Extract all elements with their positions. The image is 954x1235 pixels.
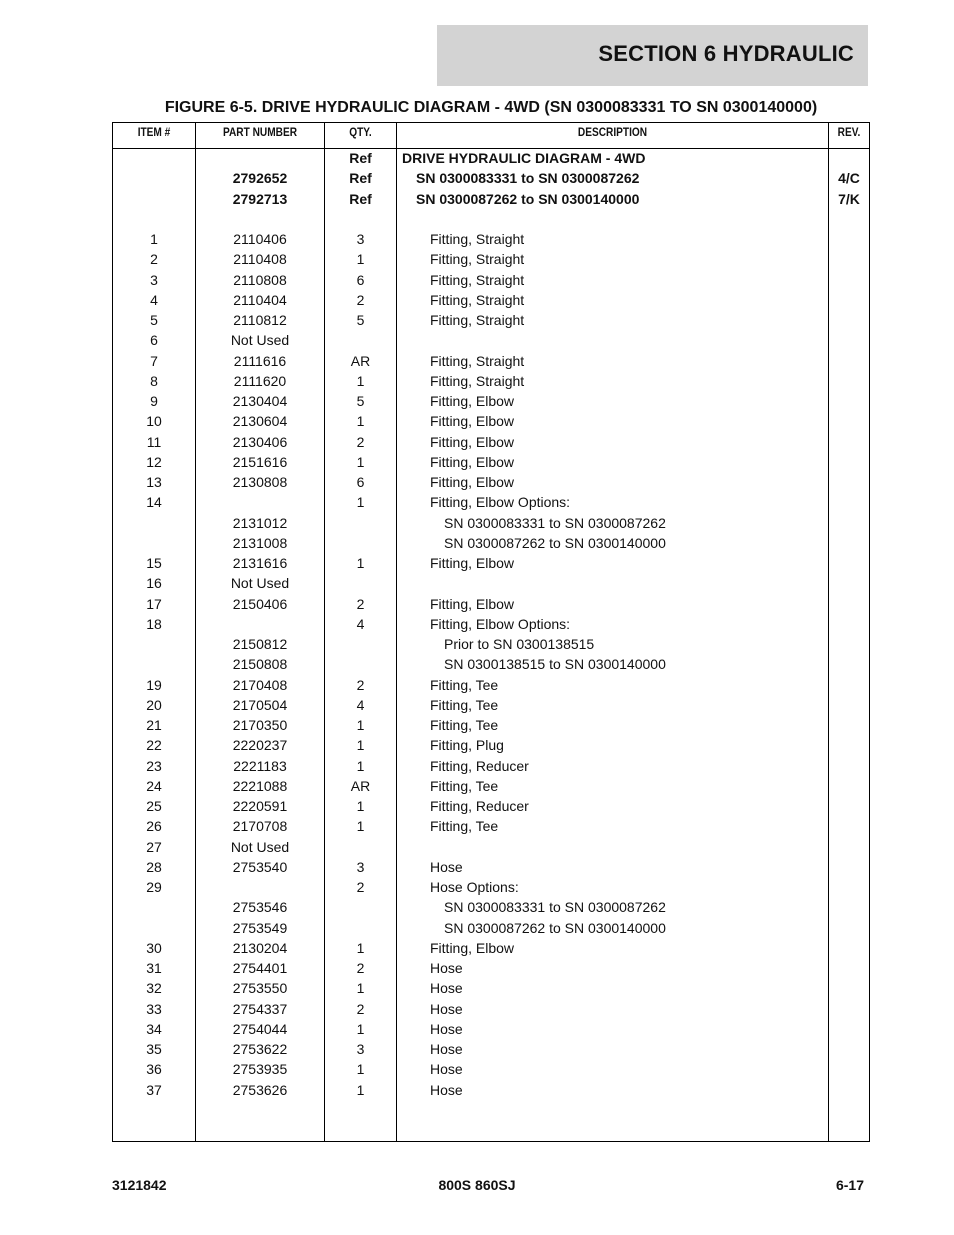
- table-row: [113, 596, 869, 616]
- table-row: [113, 697, 869, 717]
- cell-item: 35: [146, 1041, 162, 1057]
- table-row: [113, 960, 869, 980]
- cell-description: Fitting, Tee: [430, 818, 499, 835]
- cell-part-number: 2110408: [233, 251, 287, 268]
- cell-item: 20: [146, 696, 162, 713]
- cell-qty: 5: [356, 312, 365, 328]
- cell-description: Fitting, Straight: [430, 312, 525, 328]
- cell-description: SN 0300083331 to SN 0300087262: [416, 170, 640, 187]
- table-row: [113, 393, 869, 413]
- cell-rev: 4/C: [838, 170, 860, 187]
- cell-part-number: 2131008: [232, 534, 288, 551]
- cell-part-number: 2111620: [233, 372, 287, 389]
- table-row: [113, 1001, 869, 1021]
- cell-part-number: 2130604: [232, 413, 288, 430]
- header-rev: REV.: [837, 127, 861, 139]
- cell-qty: 2: [356, 960, 365, 976]
- cell-part-number: 2792652: [232, 170, 288, 187]
- cell-item: 34: [146, 1020, 162, 1037]
- cell-item: 27: [146, 838, 162, 855]
- table-row: [113, 920, 869, 940]
- table-row: [113, 474, 869, 494]
- table-row: [113, 434, 869, 454]
- cell-part-number: 2111616: [233, 352, 287, 369]
- cell-qty: 1: [356, 798, 365, 814]
- header-divider: [113, 148, 869, 149]
- cell-description: Hose: [430, 1020, 463, 1037]
- cell-part-number: 2130204: [232, 939, 288, 956]
- cell-part-number: 2753622: [232, 1041, 288, 1057]
- cell-item: 6: [150, 332, 158, 349]
- table-row: [113, 251, 869, 271]
- cell-qty: 1: [356, 980, 365, 997]
- cell-part-number: 2792713: [232, 190, 288, 207]
- table-row: [113, 191, 869, 211]
- cell-part-number: 2130808: [232, 474, 288, 490]
- cell-item: 18: [146, 615, 162, 632]
- table-row: [113, 1061, 869, 1081]
- footer-model: 800S 860SJ: [438, 1177, 516, 1193]
- table-row: [113, 616, 869, 636]
- cell-description: Fitting, Plug: [430, 737, 504, 754]
- cell-description: Hose: [430, 1061, 463, 1078]
- cell-description: SN 0300087262 to SN 0300140000: [416, 190, 640, 207]
- cell-item: 8: [150, 372, 158, 389]
- cell-qty: 3: [356, 1041, 365, 1057]
- cell-item: 16: [146, 575, 162, 592]
- cell-qty: Ref: [349, 150, 372, 166]
- cell-qty: 1: [356, 1081, 365, 1098]
- table-row: [113, 717, 869, 737]
- table-row: [113, 899, 869, 919]
- cell-part-number: 2220237: [232, 737, 288, 754]
- cell-qty: 1: [356, 757, 365, 774]
- table-row: [113, 555, 869, 575]
- table-row: [113, 413, 869, 433]
- cell-part-number: 2131616: [232, 555, 288, 571]
- cell-description: Prior to SN 0300138515: [444, 636, 595, 652]
- cell-qty: 2: [356, 879, 365, 895]
- cell-qty: 1: [356, 1020, 365, 1037]
- cell-description: Fitting, Elbow: [430, 939, 515, 956]
- cell-part-number: 2130404: [232, 393, 288, 409]
- cell-part-number: 2150808: [232, 656, 288, 673]
- table-row: [113, 211, 869, 231]
- cell-description: Fitting, Straight: [430, 291, 525, 308]
- cell-qty: 2: [356, 676, 365, 693]
- cell-part-number: 2221088: [232, 777, 288, 794]
- table-row: [113, 940, 869, 960]
- cell-item: 25: [146, 798, 162, 814]
- cell-qty: 1: [356, 818, 365, 835]
- cell-part-number: 2170408: [232, 676, 288, 693]
- cell-description: Fitting, Elbow: [430, 453, 515, 470]
- cell-part-number: 2130406: [232, 433, 288, 450]
- cell-qty: 6: [356, 474, 365, 490]
- cell-description: Hose: [430, 980, 463, 997]
- cell-description: Fitting, Elbow: [430, 474, 515, 490]
- section-header-box: [437, 25, 868, 86]
- cell-description: DRIVE HYDRAULIC DIAGRAM - 4WD: [402, 150, 646, 166]
- cell-qty: 1: [356, 251, 365, 268]
- cell-item: 29: [146, 879, 162, 895]
- cell-item: 13: [146, 474, 162, 490]
- cell-item: 26: [146, 818, 162, 835]
- section-title: SECTION 6 HYDRAULIC: [598, 41, 854, 66]
- table-row: [113, 575, 869, 595]
- table-row: [113, 515, 869, 535]
- cell-part-number: 2753550: [232, 980, 288, 997]
- cell-part-number: 2754337: [232, 1000, 288, 1017]
- header-part-number: PART NUMBER: [222, 127, 298, 139]
- cell-item: 11: [146, 433, 162, 450]
- table-row: [113, 798, 869, 818]
- header-item: ITEM #: [137, 127, 171, 139]
- cell-item: 3: [150, 271, 158, 288]
- cell-part-number: 2150812: [232, 636, 288, 652]
- footer-document-number: 3121842: [112, 1177, 167, 1193]
- table-row: [113, 454, 869, 474]
- cell-item: 15: [146, 555, 162, 571]
- cell-item: 10: [146, 413, 162, 430]
- table-row: [113, 373, 869, 393]
- cell-qty: 2: [356, 291, 365, 308]
- cell-description: SN 0300138515 to SN 0300140000: [444, 656, 666, 673]
- cell-qty: 5: [356, 393, 365, 409]
- cell-description: Fitting, Straight: [430, 352, 525, 369]
- table-row: [113, 818, 869, 838]
- cell-part-number: Not Used: [230, 838, 290, 855]
- cell-part-number: 2221183: [233, 757, 287, 774]
- cell-item: 28: [146, 858, 162, 875]
- cell-description: SN 0300083331 to SN 0300087262: [444, 899, 666, 916]
- cell-description: Fitting, Reducer: [430, 798, 529, 814]
- cell-part-number: 2754044: [232, 1020, 288, 1037]
- cell-part-number: 2110808: [233, 271, 287, 288]
- cell-description: Fitting, Reducer: [430, 757, 529, 774]
- cell-item: 23: [146, 757, 162, 774]
- cell-qty: 2: [356, 1000, 365, 1017]
- cell-part-number: 2220591: [232, 798, 288, 814]
- table-row: [113, 332, 869, 352]
- cell-qty: 2: [356, 433, 365, 450]
- figure-title: FIGURE 6-5. DRIVE HYDRAULIC DIAGRAM - 4WD (SN 0300083331 TO SN 0300140000): [164, 99, 818, 116]
- cell-part-number: 2754401: [232, 960, 288, 976]
- cell-description: Fitting, Elbow: [430, 433, 515, 450]
- cell-item: 32: [146, 980, 162, 997]
- cell-description: Fitting, Elbow Options:: [430, 494, 571, 511]
- cell-description: Fitting, Straight: [430, 372, 525, 389]
- cell-part-number: 2170708: [232, 818, 288, 835]
- cell-item: 4: [150, 291, 158, 308]
- cell-rev: 7/K: [838, 190, 860, 207]
- cell-item: 17: [146, 595, 162, 612]
- table-row: [113, 980, 869, 1000]
- cell-item: 7: [150, 352, 158, 369]
- cell-qty: 4: [356, 615, 365, 632]
- cell-part-number: 2170504: [232, 696, 288, 713]
- cell-part-number: 2150406: [232, 595, 288, 612]
- cell-part-number: 2110406: [233, 231, 287, 247]
- cell-description: Hose: [430, 858, 463, 875]
- cell-part-number: Not Used: [230, 332, 290, 349]
- cell-description: Fitting, Straight: [430, 251, 525, 268]
- cell-description: Fitting, Straight: [430, 231, 525, 247]
- cell-part-number: 2753549: [232, 919, 288, 936]
- parts-table: [112, 122, 870, 1142]
- cell-description: Hose: [430, 960, 463, 976]
- table-row: [113, 494, 869, 514]
- cell-item: 2: [150, 251, 158, 268]
- cell-description: SN 0300087262 to SN 0300140000: [444, 534, 666, 551]
- cell-part-number: 2110812: [233, 312, 287, 328]
- cell-item: 36: [146, 1061, 162, 1078]
- cell-qty: 1: [356, 555, 365, 571]
- cell-description: Fitting, Elbow: [430, 595, 515, 612]
- cell-qty: 1: [356, 453, 365, 470]
- cell-description: Fitting, Tee: [430, 777, 499, 794]
- cell-part-number: 2753540: [232, 858, 288, 875]
- cell-qty: Ref: [349, 190, 372, 207]
- cell-qty: AR: [350, 777, 371, 794]
- cell-qty: 6: [356, 271, 365, 288]
- cell-part-number: Not Used: [230, 575, 290, 592]
- cell-part-number: 2753546: [232, 899, 288, 916]
- cell-part-number: 2131012: [232, 514, 288, 531]
- cell-item: 22: [146, 737, 162, 754]
- cell-part-number: 2110404: [233, 291, 287, 308]
- cell-item: 9: [150, 393, 158, 409]
- cell-description: Fitting, Tee: [430, 717, 499, 733]
- table-row: [113, 737, 869, 757]
- cell-item: 24: [146, 777, 162, 794]
- table-row: [113, 1082, 869, 1102]
- cell-qty: 1: [356, 939, 365, 956]
- cell-qty: 1: [356, 372, 365, 389]
- cell-qty: 1: [356, 494, 365, 511]
- cell-item: 30: [146, 939, 162, 956]
- header-qty: QTY.: [349, 127, 372, 139]
- table-row: [113, 170, 869, 190]
- cell-item: 31: [146, 960, 162, 976]
- table-row: [113, 839, 869, 859]
- cell-description: SN 0300083331 to SN 0300087262: [444, 514, 666, 531]
- table-row: [113, 312, 869, 332]
- cell-description: Fitting, Elbow: [430, 413, 515, 430]
- cell-description: Fitting, Tee: [430, 696, 499, 713]
- table-row: [113, 231, 869, 251]
- cell-item: 12: [146, 453, 162, 470]
- cell-description: Fitting, Straight: [430, 271, 525, 288]
- cell-description: Hose: [430, 1081, 463, 1098]
- footer-page-number: 6-17: [835, 1177, 864, 1193]
- cell-qty: 1: [356, 1061, 365, 1078]
- cell-description: Hose: [430, 1041, 463, 1057]
- cell-part-number: 2753626: [232, 1081, 288, 1098]
- cell-qty: AR: [350, 352, 371, 369]
- table-row: [113, 758, 869, 778]
- table-row: [113, 272, 869, 292]
- table-row: [113, 1041, 869, 1061]
- table-row: [113, 535, 869, 555]
- cell-part-number: 2753935: [232, 1061, 288, 1078]
- cell-description: SN 0300087262 to SN 0300140000: [444, 919, 666, 936]
- cell-item: 14: [146, 494, 162, 511]
- table-row: [113, 778, 869, 798]
- cell-part-number: 2151616: [232, 453, 288, 470]
- cell-description: Fitting, Tee: [430, 676, 499, 693]
- cell-item: 1: [150, 231, 158, 247]
- cell-qty: 3: [356, 858, 365, 875]
- cell-part-number: 2170350: [232, 717, 288, 733]
- table-row: [113, 879, 869, 899]
- cell-description: Fitting, Elbow Options:: [430, 615, 571, 632]
- table-row: [113, 677, 869, 697]
- cell-item: 37: [146, 1081, 162, 1098]
- table-row: [113, 150, 869, 170]
- table-row: [113, 636, 869, 656]
- header-description: DESCRIPTION: [577, 127, 648, 139]
- table-row: [113, 353, 869, 373]
- cell-qty: 3: [356, 231, 365, 247]
- cell-description: Fitting, Elbow: [430, 555, 515, 571]
- cell-item: 21: [146, 717, 162, 733]
- table-row: [113, 656, 869, 676]
- cell-qty: 4: [356, 696, 365, 713]
- cell-qty: 1: [356, 737, 365, 754]
- cell-description: Hose: [430, 1000, 463, 1017]
- cell-item: 33: [146, 1000, 162, 1017]
- table-row: [113, 1021, 869, 1041]
- cell-item: 19: [146, 676, 162, 693]
- cell-description: Hose Options:: [430, 879, 519, 895]
- cell-description: Fitting, Elbow: [430, 393, 515, 409]
- cell-qty: 1: [356, 717, 365, 733]
- cell-qty: 1: [356, 413, 365, 430]
- cell-qty: 2: [356, 595, 365, 612]
- table-row: [113, 292, 869, 312]
- cell-item: 5: [150, 312, 158, 328]
- cell-qty: Ref: [349, 170, 372, 187]
- table-row: [113, 859, 869, 879]
